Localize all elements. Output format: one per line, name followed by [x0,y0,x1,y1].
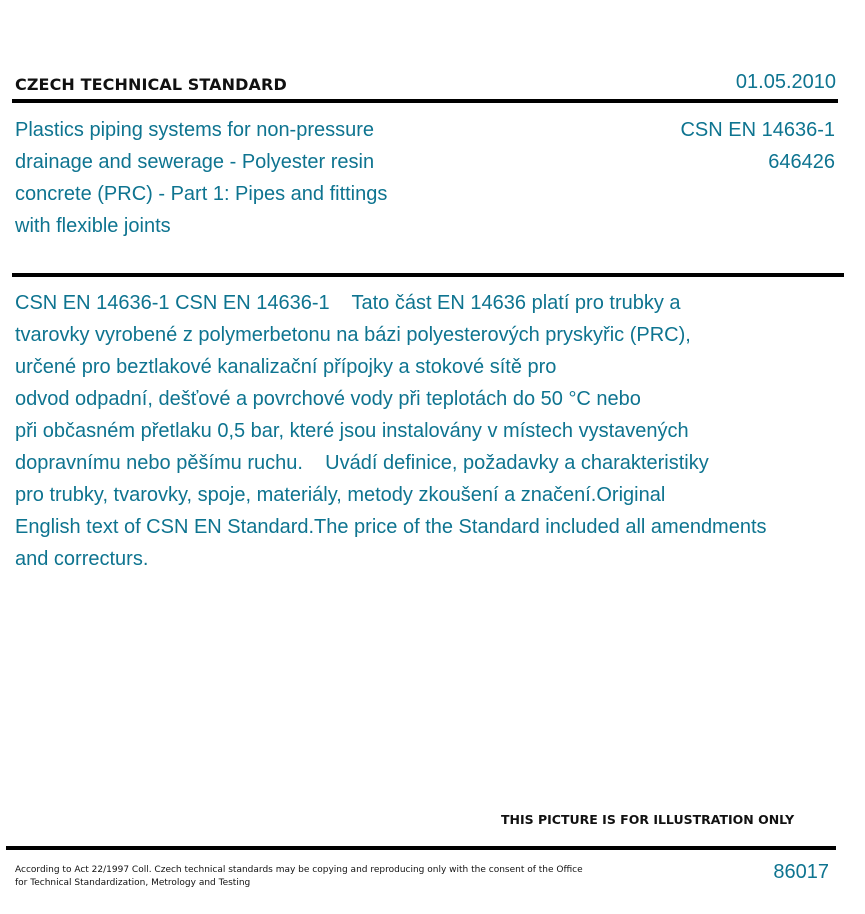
abstract-text [15,287,855,575]
abstract-line: CSN EN 14636-1 CSN EN 14636-1 Tato část EN 14636 platí pro trubky a [15,292,681,314]
abstract-line: odvod odpadní, dešťové a povrchové vody při teplotách do 50 °C nebo [15,388,641,410]
title-line: concrete (PRC) - Part 1: Pipes and fittings [15,183,388,205]
footer-divider [6,846,836,850]
abstract-line: určené pro beztlakové kanalizační přípojky a stokové sítě pro [15,356,557,378]
abstract-line: English text of CSN EN Standard.The price of the Standard included all amendments [15,516,767,538]
abstract-line: and correcturs. [15,548,149,570]
page-number: 86017 [773,861,829,883]
legal-line: According to Act 22/1997 Coll. Czech technical standards may be copying and reproducing only with the consent of the Office [15,865,583,875]
abstract-line: při občasném přetlaku 0,5 bar, které jsou instalovány v místech vystavených [15,420,689,442]
standard-identifiers [680,114,835,178]
standard-number: CSN EN 14636-1 [680,119,835,141]
document-type-heading: CZECH TECHNICAL STANDARD [15,75,287,94]
legal-notice [15,864,583,890]
legal-line: for Technical Standardization, Metrology and Testing [15,878,251,888]
classification-code: 646426 [768,151,835,173]
publication-date: 01.05.2010 [735,71,836,93]
abstract-line: tvarovky vyrobené z polymerbetonu na bázi polyesterových pryskyřic (PRC), [15,324,691,346]
title-line: with flexible joints [15,215,171,237]
title-line: Plastics piping systems for non-pressure [15,119,375,141]
header-divider [12,99,838,103]
abstract-line: pro trubky, tvarovky, spoje, materiály, metody zkoušení a značení.Original [15,484,666,506]
standard-title [15,114,445,242]
illustration-note: THIS PICTURE IS FOR ILLUSTRATION ONLY [501,812,795,827]
title-divider [12,273,844,277]
abstract-line: dopravnímu nebo pěšímu ruchu. Uvádí definice, požadavky a charakteristiky [15,452,709,474]
title-line: drainage and sewerage - Polyester resin [15,151,375,173]
